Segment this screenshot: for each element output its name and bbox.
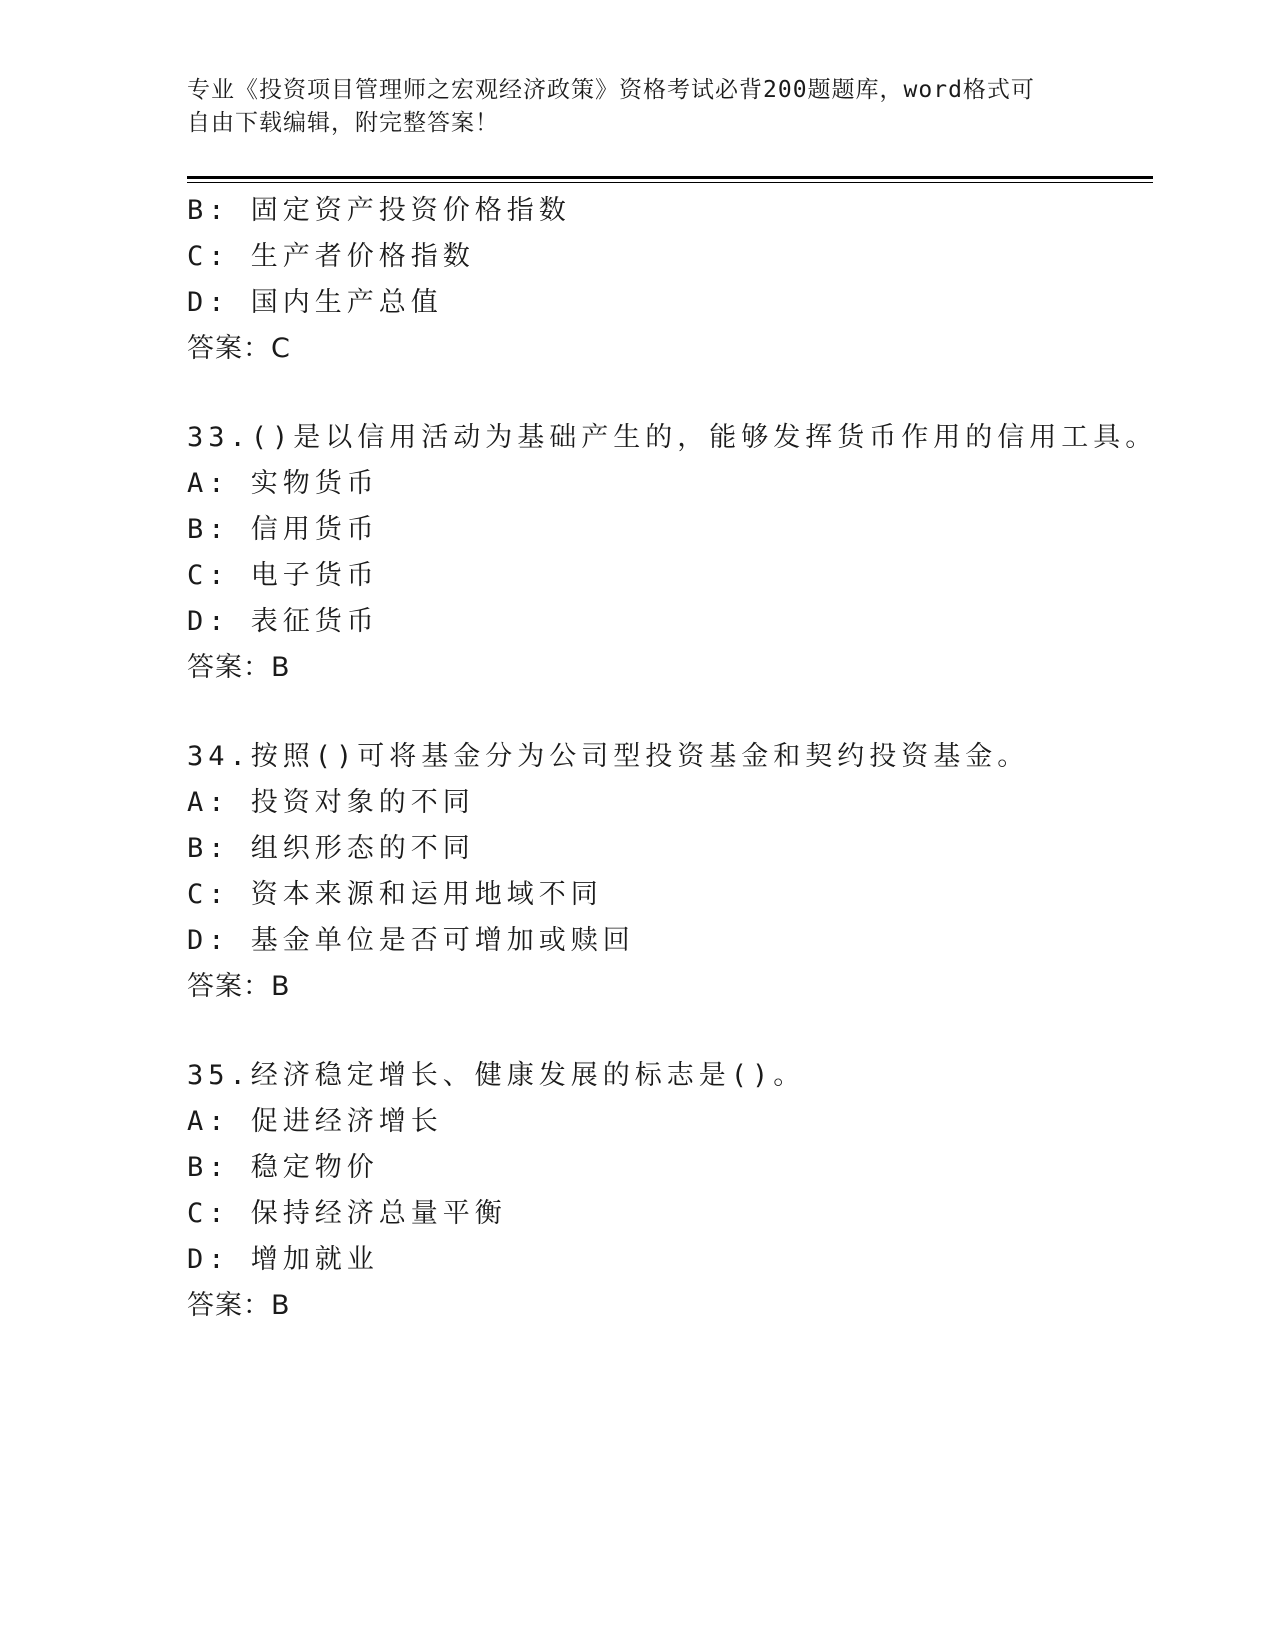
document-header: [187, 74, 1087, 140]
question-list: [187, 188, 1158, 1329]
option-d: D: 基金单位是否可增加或赎回: [187, 925, 635, 956]
option-a: A: 实物货币: [187, 468, 379, 499]
header-divider-thick: [187, 176, 1153, 179]
question-stem: 34.按照()可将基金分为公司型投资基金和契约投资基金。: [187, 741, 1030, 772]
option-b: B: 组织形态的不同: [187, 833, 475, 864]
option-b: B: 信用货币: [187, 514, 379, 545]
question-block-33: [187, 415, 1158, 691]
spacer: [187, 1010, 1153, 1053]
question-block-35: [187, 1053, 1153, 1329]
option-b: B: 固定资产投资价格指数: [187, 195, 571, 226]
header-line-1: 专业《投资项目管理师之宏观经济政策》资格考试必背200题题库，word格式可: [187, 77, 1035, 103]
question-block-partial: [187, 188, 1153, 372]
option-d: D: 表征货币: [187, 606, 379, 637]
question-stem: 33.()是以信用活动为基础产生的，能够发挥货币作用的信用工具。: [187, 422, 1158, 453]
spacer: [187, 691, 1153, 734]
option-a: A: 促进经济增长: [187, 1106, 443, 1137]
option-d: D: 增加就业: [187, 1244, 379, 1275]
option-d: D: 国内生产总值: [187, 287, 443, 318]
header-divider-thin: [187, 182, 1153, 183]
option-a: A: 投资对象的不同: [187, 787, 475, 818]
answer-line: 答案：B: [187, 652, 291, 683]
option-c: C: 电子货币: [187, 560, 379, 591]
answer-line: 答案：B: [187, 1290, 291, 1321]
spacer: [187, 372, 1153, 415]
option-c: C: 保持经济总量平衡: [187, 1198, 507, 1229]
answer-line: 答案：B: [187, 971, 291, 1002]
header-line-2: 自由下载编辑，附完整答案！: [187, 110, 499, 136]
question-stem: 35.经济稳定增长、健康发展的标志是()。: [187, 1060, 806, 1091]
option-c: C: 资本来源和运用地域不同: [187, 879, 603, 910]
option-b: B: 稳定物价: [187, 1152, 379, 1183]
option-c: C: 生产者价格指数: [187, 241, 475, 272]
answer-line: 答案：C: [187, 333, 291, 364]
question-block-34: [187, 734, 1153, 1010]
